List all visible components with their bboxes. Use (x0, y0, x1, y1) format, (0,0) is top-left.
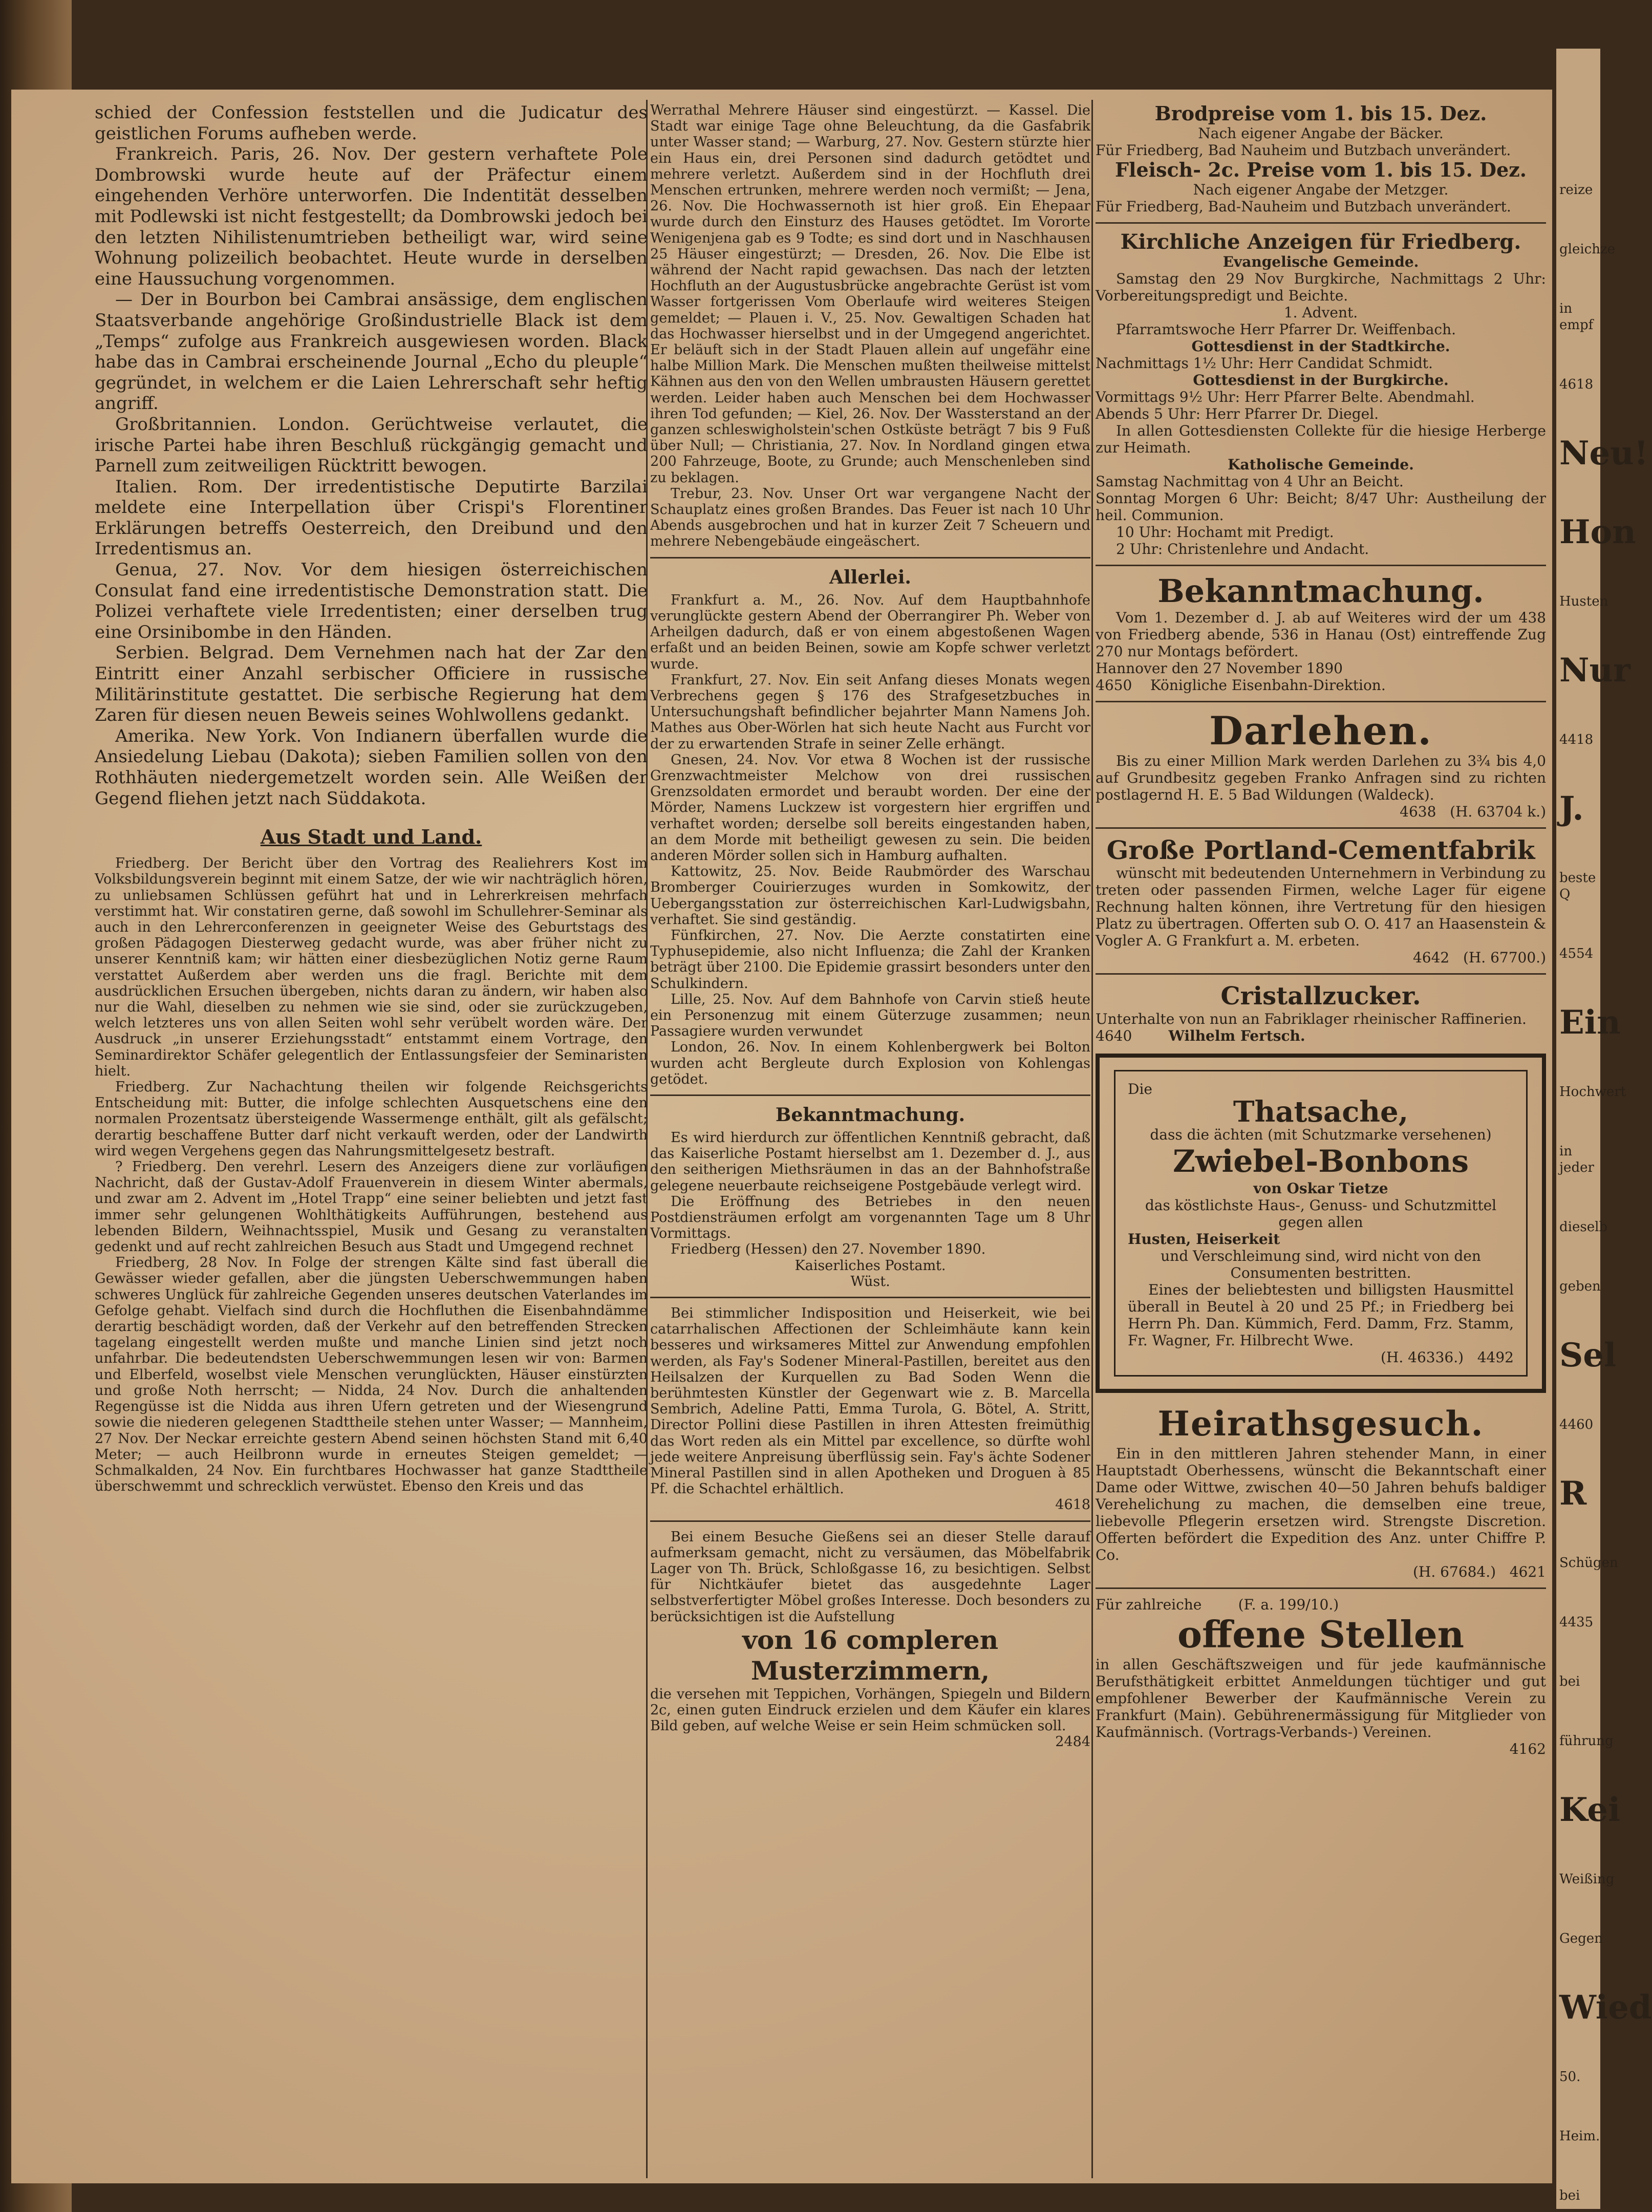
sugar-ad-title: Cristallzucker. (1220, 982, 1421, 1011)
box-text: das köstlichste Haus-, Genuss- und Schutzmittel gegen allen (1145, 1197, 1497, 1231)
misc-paragraph: Fünfkirchen, 27. Nov. Die Aerzte constatirten eine Typhusepidemie, also nicht Influenza; die Zahl der Kranken beträgt über 2100. Die Epidemie grassirt besonders unter den Schulkindern. (650, 927, 1090, 992)
ad-number: 4162 (1509, 1741, 1546, 1757)
ad-code: (H. 63704 k.) (1450, 803, 1546, 820)
local-news-paragraph: Friedberg, 28 Nov. In Folge der strengen Kälte sind fast überall die Gewässer wieder gefallen, aber die jüngsten Ueberschwemmungen haben schweres Unglück für zahlreiche Gegenden unseres deutschen Vaterlandes im Gefolge gehabt. Vielfach sind durch die Hochfluthen die Eisenbahndämme derartig beschädigt worden, daß der Verkehr auf den betreffenden Strecken tagelang eingestellt werden mußte und manche Linien sind jetzt noch unfahrbar. Die bedeutendsten Ueberschwemmungen lesen wir von: Barmen und Elberfeld, woselbst viele Menschen verunglückten, Häuser einstürzten und große Noth herrscht; — Nidda, 24 Nov. Durch die anhaltenden Regengüsse ist die Nidda aus ihren Ufern getreten und der Wiesengrund sowie die niederen gelegenen Stadttheile stehen unter Wasser; — Mannheim, 27 Nov. Der Neckar erreichte gestern Abend seinen höchsten Stand mit 6,40 Meter; — auch Heilbronn wurde in erneutes Steigen gemeldet; — Schmalkalden, 24 Nov. Ein furchtbares Hochwasser hat ganze Stadttheile überschwemmt und schrecklich verwüstet. Ebenso den Kreis und das (95, 1255, 648, 1495)
bread-prices-text: Für Friedberg, Bad Nauheim und Butzbach unverändert. (1096, 142, 1511, 159)
jobs-ad-pre: Für zahlreiche (1096, 1596, 1202, 1613)
separator (1096, 701, 1546, 702)
railway-notice-text: Vom 1. Dezember d. J. ab auf Weiteres wird der um 438 von Friedberg abende, 536 in Hanau (Ost) eintreffende Zug 270 nur Montags befördert. (1096, 609, 1546, 660)
church-text: Abends 5 Uhr: Herr Pfarrer Dr. Diegel. (1096, 405, 1379, 422)
ad-code: (H. 67700.) (1463, 949, 1546, 966)
article-paragraph: Italien. Rom. Der irredentistische Deputirte Barzilai meldete eine Interpellation über Crispi's Florentiner Erklärungen betreffs Oesterreich, den Dreibund und den Irredentismus an. (95, 476, 648, 560)
adjacent-page-fragment-text: geben (1559, 1279, 1601, 1294)
adjacent-page-fragment-text: Hon (1559, 513, 1636, 551)
adjacent-page-fragment-text: 4618 (1559, 377, 1594, 392)
church-text: Sonntag Morgen 6 Uhr: Beicht; 8/47 Uhr: Austheilung der heil. Communion. (1096, 490, 1546, 524)
separator (1096, 565, 1546, 566)
notice-text: Die Eröffnung des Betriebes in den neuen Postdiensträumen erfolgt am vorgenannten Tage um 8 Uhr Vormittags. (650, 1193, 1090, 1242)
adjacent-page-fragment (1556, 49, 1652, 2209)
adjacent-page-fragment-text: Husten (1559, 594, 1608, 609)
separator (1096, 1587, 1546, 1589)
marriage-ad-text: Ein in den mittleren Jahren stehender Mann, in einer Hauptstadt Oberhessens, wünscht die Bekanntschaft einer Dame oder Wittwe, zwischen 40—50 Jahren behufs baldiger Verehelichung zu machen, die demselben eine treue, liebevolle Pflegerin ersetzen wird. Strengste Discretion. Offerten befördert die Expedition des Anz. unter Chiffre P. Co. (1096, 1445, 1546, 1563)
article-paragraph: Genua, 27. Nov. Vor dem hiesigen österreichischen Consulat fand eine irredentistische Demonstration statt. Die Polizei verhaftete viele Irredentisten; einer derselben trug eine Orsinibombe in den Händen. (95, 560, 648, 642)
separator (650, 1520, 1090, 1522)
sugar-ad-signature: Wilhelm Fertsch. (1168, 1027, 1305, 1044)
column-politics (95, 102, 648, 1494)
church-text: Pfarramtswoche Herr Pfarrer Dr. Weiffenbach. (1116, 321, 1456, 338)
separator (650, 1094, 1090, 1096)
adjacent-page-fragment-text: Kei (1559, 1791, 1621, 1829)
local-news-paragraph: ? Friedberg. Den verehrl. Lesern des Anzeigers diene zur vorläufigen Nachricht, daß der Gustav-Adolf Frauenverein in diesem Winter abermals, und zwar am 2. Advent im „Hotel Trapp“ eine seiner beliebten und jetzt fast immer sehr gelungenen Wohlthätigkeits Aufführungen, bestehend aus lebenden Bildern, Weihnachtsspiel, Musik und Gesang zu veranstalten gedenkt und auf recht zahlreichen Besuch aus Stadt und Umgegend rechnet (95, 1159, 648, 1255)
jobs-ad-text: in allen Geschäftszweigen und für jede kaufmännische Berufsthätigkeit erbittet Anmeldungen tüchtiger und gut empfohlener Bewerber der Kaufmännische Verein zu Frankfurt (Main). Gebührenermässigung für Mitglieder von Kaufmännisch. (Vortrags-Verbands-) Vereinen. (1096, 1656, 1546, 1741)
sugar-ad-text: Unterhalte von nun an Fabriklager rheinischer Raffinerien. (1096, 1011, 1527, 1027)
box-headline: Thatsache, (1233, 1095, 1409, 1129)
cement-ad-title: Große Portland-Cementfabrik (1106, 835, 1535, 865)
separator (650, 1297, 1090, 1298)
adjacent-page-fragment-text: Nur (1559, 651, 1630, 690)
meat-prices-text: Für Friedberg, Bad-Nauheim und Butzbach unverändert. (1096, 198, 1511, 215)
adjacent-page-fragment-text: R (1559, 1474, 1587, 1513)
box-text: und Verschleimung sind, wird nicht von den Consumenten bestritten. (1161, 1248, 1481, 1281)
separator (1096, 827, 1546, 829)
misc-paragraph: Frankfurt a. M., 26. Nov. Auf dem Hauptbahnhofe verunglückte gestern Abend der Oberrangirer Ph. Weber von Arheilgen dadurch, daß er von einem abgestoßenen Wagen erfaßt und an beiden Beinen, sowie am Kopfe schwer verletzt wurde. (650, 592, 1090, 672)
onion-bonbon-ad (1096, 1054, 1546, 1393)
adjacent-page-fragment-text: Neu! (1559, 434, 1648, 473)
adjacent-page-fragment-text: gleichze (1559, 242, 1616, 257)
section-heading: Allerlei. (829, 566, 911, 588)
misc-paragraph: Gnesen, 24. Nov. Vor etwa 8 Wochen ist der russische Grenzwachtmeister Melchow von drei russischen Grenzsoldaten ermordet und beraubt worden. Der eine der Mörder, Namens Luckzew ist vorgestern hier ergriffen und verhaftet worden; derselbe soll bereits eingestanden haben, an dem Morde mit betheiligt gewesen zu sein. Die beiden anderen Mörder sollen sich in Hamburg aufhalten. (650, 751, 1090, 864)
box-footer (1128, 1349, 1514, 1366)
local-news-paragraph: Friedberg. Der Bericht über den Vortrag des Realiehrers Kost im Volksbildungsverein beginnt mit einem Satze, der wie wir nachträglich hören, zu unliebsamen Schlüssen geführt hat und in Lehrerkreisen mehrfach verstimmt hat. Wir constatiren gerne, daß sowohl im Schullehrer-Seminar als auch in den Lehrerconferenzen in geeigneter Weise des Geburtstags des großen Pädagogen Diesterweg gedacht wurde, was aber früher nicht zu unserer Kenntniß kam; wir hätten einer diesbezüglichen Notiz gerne Raum verstattet Außerdem aber werden uns die fragl. Berichte mit dem ausdrücklichen Ersuchen übergeben, nichts daran zu ändern, wir haben also nur die Wahl, dieselben zu nehmen wie sie sind, oder sie zurückzugeben, welch letzteres uns von allen Seiten wohl sehr verübelt worden wäre. Der Ausdruck „in unserer Erziehungsstadt“ entstammt einem Vortrage, den Seminardirektor Schäfer gelegentlich der Entlassungsfeier der Seminaristen hielt. (95, 855, 648, 1079)
article-paragraph: Frankreich. Paris, 26. Nov. Der gestern verhaftete Pole Dombrowski wurde heute auf der Präfectur einem eingehenden Verhöre unterworfen. Die Indentität desselben mit Podlewski ist nicht festgestellt; da Dombrowski jedoch bei den letzten Nihilistenumtrieben betheiligt war, wird seine Wohnung polizeilich beobachtet. Heute wurde in derselben eine Haussuchung vorgenommen. (95, 144, 648, 289)
article-paragraph: Amerika. New York. Von Indianern überfallen wurde die Ansiedelung Liebau (Dakota); sieben Familien sollen von den Rothhäuten niedergemetzelt worden sein. Alle Weißen der Gegend fliehen jetzt nach Süddakota. (95, 725, 648, 809)
adjacent-page-fragment-text: Ein (1559, 1003, 1621, 1042)
church-text: Samstag den 29 Nov Burgkirche, Nachmittags 2 Uhr: Vorbereitungspredigt und Beichte. (1096, 270, 1546, 304)
adjacent-page-fragment-text: Sel (1559, 1336, 1617, 1375)
ad-moebel-text: die versehen mit Teppichen, Vorhängen, Spiegeln und Bildern 2c, einen guten Eindruck erzielen und dem Käufer ein klares Bild geben, auf welche Weise er sein Heim schmücken soll. (650, 1686, 1090, 1734)
box-text: dass die ächten (mit Schutzmarke versehenen) (1150, 1126, 1492, 1143)
jobs-ad-title: offene Stellen (1177, 1613, 1465, 1656)
separator (1096, 973, 1546, 975)
adjacent-page-fragment-text: bei (1559, 1674, 1580, 1689)
cement-ad-footer (1096, 949, 1546, 966)
adjacent-page-text (1556, 49, 1652, 2204)
marriage-ad-footer (1096, 1563, 1546, 1580)
adjacent-page-fragment-text: führung (1559, 1733, 1614, 1749)
misc-paragraph: Kattowitz, 25. Nov. Beide Raubmörder des Warschau Bromberger Couirierzuges wurden in Somkowitz, der Uebergangsstation zur österreichischen Karl-Ludwigsbahn, verhaftet. Sie sind geständig. (650, 864, 1090, 928)
misc-paragraph: Lille, 25. Nov. Auf dem Bahnhofe von Carvin stieß heute ein Personenzug mit einem Güterzuge zusammen; neun Passagiere wurden verwundet (650, 991, 1090, 1040)
railway-notice-date: Hannover den 27 November 1890 (1096, 660, 1343, 677)
ad-number: 4640 (1096, 1027, 1132, 1044)
sugar-ad-footer (1096, 1027, 1546, 1044)
article-paragraph: Trebur, 23. Nov. Unser Ort war vergangene Nacht der Schauplatz eines großen Brandes. Das Feuer ist nach 10 Uhr Abends ausgebrochen und hat in kurzer Zeit 7 Scheuern und mehrere Nebengebäude eingeäschert. (650, 485, 1090, 550)
adjacent-page-fragment-text: Weißing (1559, 1872, 1615, 1887)
meat-prices-sub: Nach eigener Angabe der Metzger. (1193, 181, 1449, 198)
church-subtitle: Evangelische Gemeinde. (1222, 253, 1419, 270)
adjacent-page-fragment-text: beste Q (1559, 870, 1596, 902)
church-text: Vormittags 9½ Uhr: Herr Pfarrer Belte. Abendmahl. (1096, 389, 1475, 405)
church-text: 10 Uhr: Hochamt mit Predigt. (1116, 524, 1334, 541)
adjacent-page-fragment-text: 4460 (1559, 1417, 1594, 1432)
notice-text: Es wird hierdurch zur öffentlichen Kenntniß gebracht, daß das Kaiserliche Postamt hierselbst am 1. Dezember d. J., aus den seitherigen Miethsräumen in das an der Bahnhofstraße gelegene neuerbaute reichseigene Postgebäude verlegt wird. (650, 1129, 1090, 1194)
adjacent-page-fragment-text: in jeder (1559, 1144, 1594, 1175)
loan-ad-title: Darlehen. (1209, 708, 1432, 754)
adjacent-page-fragment-text: dieselb (1559, 1219, 1608, 1235)
box-title: Zwiebel-Bonbons (1173, 1144, 1469, 1179)
adjacent-page-fragment-text: Schügen (1559, 1555, 1618, 1571)
notice-signature: Kaiserliches Postamt. (795, 1257, 946, 1274)
article-paragraph: — Der in Bourbon bei Cambrai ansässige, dem englischen Staatsverbande angehörige Großindustrielle Black ist dem „Temps“ zufolge aus Frankreich ausgewiesen worden. Black habe das in Cambrai erscheinende Journal „Echo du pleuple“ gegründet, in welchem er die Laien Lehrerschaft sehr heftig angriff. (95, 289, 648, 414)
church-subtitle: Gottesdienst in der Burgkirche. (1193, 372, 1449, 389)
ad-moebel-headline: von 16 compleren Musterzimmern, (742, 1624, 999, 1686)
ad-number: 4650 (1096, 677, 1132, 694)
box-text: Husten, Heiserkeit (1128, 1231, 1280, 1248)
church-text: 1. Advent. (1283, 304, 1358, 321)
church-subtitle: Katholische Gemeinde. (1228, 456, 1414, 473)
adjacent-page-fragment-text: J. (1559, 789, 1584, 828)
adjacent-page-fragment-text: Gegen (1559, 1931, 1603, 1946)
adjacent-page-fragment-text: in empf (1559, 301, 1594, 333)
jobs-ad-header (1096, 1596, 1546, 1613)
adjacent-page-fragment-text: Wied (1559, 1988, 1652, 2027)
column-rule (1091, 100, 1093, 2178)
bread-prices-sub: Nach eigener Angabe der Bäcker. (1198, 125, 1444, 142)
church-text: Samstag Nachmittag von 4 Uhr an Beicht. (1096, 473, 1404, 490)
section-heading: Aus Stadt und Land. (260, 825, 482, 849)
onion-bonbon-ad-inner (1114, 1070, 1528, 1377)
ad-number: 4621 (1509, 1563, 1546, 1580)
loan-ad-text: Bis zu einer Million Mark werden Darlehen zu 3¾ bis 4,0 auf Grundbesitz gegeben Franko Anfragen sind zu richten postlagernd H. E. 5 Bad Wildungen (Waldeck). (1096, 753, 1546, 803)
article-paragraph: Großbritannien. London. Gerüchtweise verlautet, die irische Partei habe ihren Beschluß rückgängig gemacht und Parnell zum zeitweiligen Rücktritt bewogen. (95, 414, 648, 477)
article-paragraph: Serbien. Belgrad. Dem Vernehmen nach hat der Zar den Eintritt einer Anzahl serbischer Officiere in russische Militärinstitute gestattet. Die serbische Regierung hat dem Zaren für diesen neuen Beweis seines Wohlwollens gedankt. (95, 642, 648, 726)
separator (1096, 222, 1546, 224)
adjacent-page-fragment-text: reize (1559, 182, 1593, 198)
box-text: von Oskar Tietze (1253, 1180, 1388, 1197)
article-paragraph: schied der Confession feststellen und die Judicatur des geistlichen Forums aufheben werde. (95, 102, 648, 144)
local-news-paragraph: Friedberg. Zur Nachachtung theilen wir folgende Reichsgerichts Entscheidung mit: Butter, die infolge schlechten Ausquetschens eine den normalen Prozentsatz übersteigende Wassermenge enthält, gilt als gefälscht; derartig beschaffene Butter darf nicht verkauft werden, oder der Landwirth wird wegen Vergehens gegen das Nahrungsmittelgesetz bestraft. (95, 1079, 648, 1159)
ad-number: 4618 (1055, 1497, 1090, 1513)
church-notices-title: Kirchliche Anzeigen für Friedberg. (1120, 230, 1521, 254)
misc-paragraph: London, 26. Nov. In einem Kohlenbergwerk bei Bolton wurden acht Bergleute durch Explosion von Kohlengas getödet. (650, 1039, 1090, 1087)
column-news (650, 102, 1090, 1750)
ad-moebel-text: Bei einem Besuche Gießens sei an dieser Stelle darauf aufmerksam gemacht, nicht zu versäumen, das Möbelfabrik Lager von Th. Brück, Schloßgasse 16, zu besichtigen. Selbst für Nichtkäufer bietet das ausgedehnte Lager selbstverfertigter Möbel großes Interesse. Doch besonders zu berücksichtigen ist die Aufstellung (650, 1529, 1090, 1625)
church-subtitle: Gottesdienst in der Stadtkirche. (1191, 338, 1450, 355)
marriage-ad-title: Heirathsgesuch. (1157, 1404, 1484, 1444)
notice-heading: Bekanntmachung. (775, 1104, 966, 1126)
notice-date: Friedberg (Hessen) den 27. November 1890. (671, 1241, 986, 1258)
separator (650, 557, 1090, 559)
ad-code: (F. a. 199/10.) (1238, 1596, 1339, 1613)
adjacent-page-fragment-text: 50. (1559, 2069, 1581, 2085)
ad-number: 2484 (1055, 1734, 1090, 1750)
adjacent-page-fragment-text: 4418 (1559, 732, 1594, 747)
church-text: 2 Uhr: Christenlehre und Andacht. (1116, 541, 1369, 557)
misc-paragraph: Frankfurt, 27. Nov. Ein seit Anfang dieses Monats wegen Verbrechens gegen § 176 des Strafgesetzbuches in Untersuchungshaft befindlicher bejahrter Mann Namens Joh. Mathes aus Ober-Wörlen hat sich heute Nacht aus Furcht vor der zu erwartenden Strafe in seiner Zelle erhängt. (650, 672, 1090, 752)
church-text: Nachmittags 1½ Uhr: Herr Candidat Schmidt. (1096, 355, 1433, 372)
ad-number: 4642 (1412, 949, 1450, 966)
adjacent-page-fragment-text: bei (1559, 2188, 1580, 2203)
article-paragraph: Werrathal Mehrere Häuser sind eingestürzt. — Kassel. Die Stadt war einige Tage ohne Beleuchtung, da die Gasfabrik unter Wasser stand; — Warburg, 27. Nov. Gestern stürzte hier ein Haus ein, drei Personen sind dadurch getödtet und mehrere verletzt. Außerdem sind in der Hochfluth drei Menschen ertrunken, mehrere werden noch vermißt; — Jena, 26. Nov. Die Hochwassernoth ist hier groß. Ein Ehepaar wurde durch den Einsturz des Hauses getödtet. Im Vororte Wenigenjena gab es 9 Todte; es sind dort und in Naschhausen 25 Häuser eingestürzt; — Dresden, 26. Nov. Die Elbe ist während der Nacht rapid gewachsen. Das nach der letzten Hochfluth an der Augustusbrücke angebrachte Gerüst ist vom Wasser fortgerissen Vom Oberlaufe wird weiteres Steigen gemeldet; — Plauen i. V., 25. Nov. Gewaltigen Schaden hat das Hochwasser hierselbst und in der Umgegend angerichtet. Er beläuft sich in der Stadt Plauen allein auf ungefähr eine halbe Million Mark. Die Menschen mußten theilweise mittelst Kähnen aus den von den Wellen umbrausten Häusern gerettet werden. Leider haben auch Menschen bei dem Hochwasser ihren Tod gefunden; — Kiel, 26. Nov. Der Wassterstand an der ganzen schleswigholstein'schen Ostküste beträgt 7 bis 9 Fuß über Null; — Christiania, 27. Nov. In Nordland gingen etwa 200 Fahrzeuge, Boote, zu Grunde; auch Menschenleben sind zu beklagen. (650, 102, 1090, 486)
adjacent-page-fragment-text: Hochwert (1559, 1084, 1626, 1100)
railway-notice-title: Bekanntmachung. (1157, 572, 1484, 610)
railway-signature: Königliche Eisenbahn-Direktion. (1150, 677, 1386, 694)
notice-signature: Wüst. (850, 1273, 890, 1290)
bread-prices-title: Brodpreise vom 1. bis 15. Dez. (1154, 102, 1487, 125)
ad-number: 4492 (1477, 1349, 1514, 1366)
cement-ad-text: wünscht mit bedeutenden Unternehmern in Verbindung zu treten oder passenden Firmen, welche Lager für eigene Rechnung halten können, ihre Vertretung für den hiesigen Platz zu übertragen. Offerten sub O. O. 417 an Haasenstein & Vogler A. G Frankfurt a. M. erbeten. (1096, 865, 1546, 949)
box-text: Eines der beliebtesten und billigsten Hausmittel überall in Beutel à 20 und 25 Pf.; in Friedberg bei Herrn Ph. Dan. Kümmich, Ferd. Damm, Frz. Stamm, Fr. Wagner, Fr. Hilbrecht Wwe. (1128, 1281, 1514, 1349)
box-text: Die (1128, 1081, 1152, 1098)
adjacent-page-fragment-text: 4554 (1559, 946, 1594, 961)
adjacent-page-fragment-text: Heim. (1559, 2129, 1600, 2144)
ad-fay-text: Bei stimmlicher Indisposition und Heiserkeit, wie bei catarrhalischen Affectionen der Schleimhäute kann kein besseres und wirksameres Mittel zur Anwendung empfohlen werden, als Fay's Sodener Mineral-Pastillen, bereitet aus den Heilsalzen der Kurquellen zu Bad Soden Wenn die berühmtesten Künstler der Gegenwart wie z. B. Marcella Sembrich, Adeline Patti, Emma Turola, G. Bötel, A. Stritt, Director Pollini diese Pastillen in ihren Attesten freimüthig das Wort reden als ein Mittel par excellence, so dürfte wohl jede weitere Anpreisung überflüssig sein. Fay's ächte Sodener Mineral Pastillen sind in allen Apotheken und Droguen à 85 Pf. die Schachtel erhältlich. (650, 1305, 1090, 1497)
column-ads (1096, 102, 1546, 1757)
loan-ad-footer (1096, 803, 1546, 820)
ad-code: (H. 46336.) (1380, 1349, 1464, 1366)
ad-code: (H. 67684.) (1412, 1563, 1496, 1580)
ad-number: 4638 (1400, 803, 1436, 820)
meat-prices-title: Fleisch- 2c. Preise vom 1. bis 15. Dez. (1115, 158, 1527, 181)
church-text: In allen Gottesdiensten Collekte für die hiesige Herberge zur Heimath. (1096, 422, 1546, 456)
railway-notice-footer (1096, 677, 1546, 694)
adjacent-page-fragment-text: 4435 (1559, 1615, 1594, 1630)
